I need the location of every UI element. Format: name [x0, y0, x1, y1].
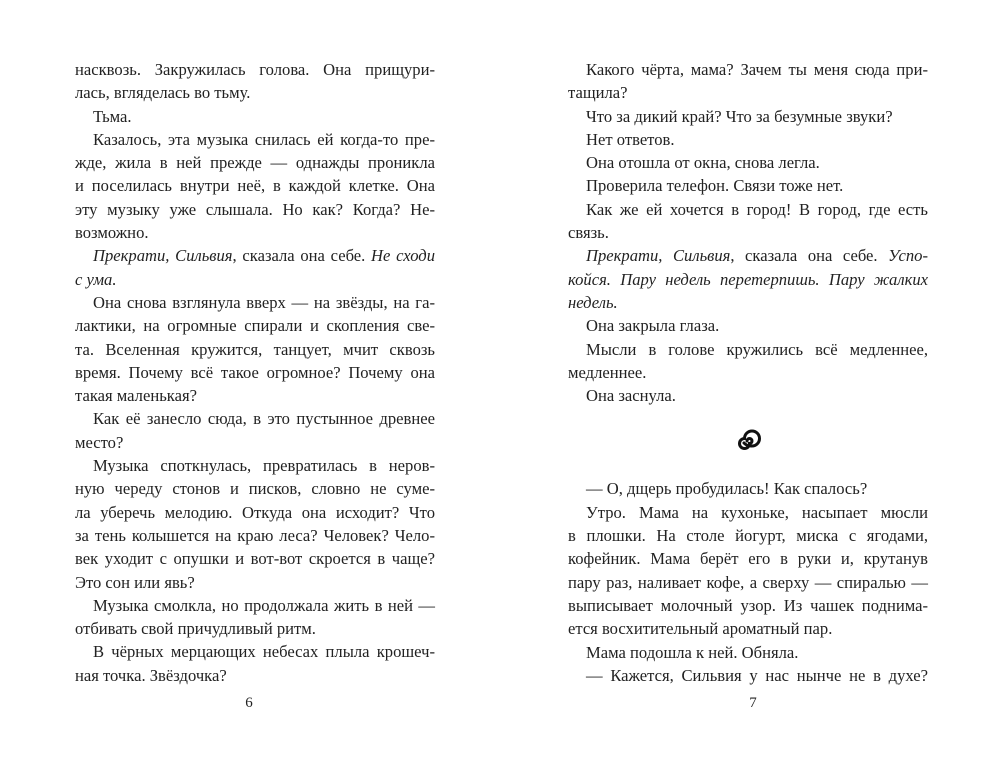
text-line: [568, 244, 928, 267]
text-line: [568, 594, 928, 617]
text-line: [568, 617, 928, 640]
text-segment: Мысли в голове кружились всё медленнее,: [586, 339, 928, 359]
text-line: [568, 128, 928, 151]
page-number-right: 7: [749, 695, 757, 711]
text-segment: Как же ей хочется в город! В город, где есть: [586, 199, 928, 219]
page-number-left: 6: [245, 695, 253, 711]
text-line: [568, 268, 928, 291]
text-line: [75, 594, 435, 617]
text-line: [75, 361, 435, 384]
text-segment: — О, дщерь пробудилась! Как спалось?: [586, 479, 868, 499]
text-segment: Она заснула.: [586, 386, 676, 406]
text-line: [75, 524, 435, 547]
text-line: [75, 571, 435, 594]
text-segment: выписывает молочный узор. Из чашек поднима-: [568, 595, 928, 615]
text-line: [75, 338, 435, 361]
text-segment: Тьма.: [93, 106, 132, 126]
text-segment: связь.: [568, 223, 609, 243]
text-line: [568, 338, 928, 361]
text-line: [75, 640, 435, 663]
text-line: [75, 431, 435, 454]
left-page: [75, 58, 435, 687]
text-line: [75, 174, 435, 197]
text-segment: Как её занесло сюда, в это пустынное древнее: [93, 409, 435, 429]
italic-segment: Успо-: [888, 246, 928, 266]
text-segment: Казалось, эта музыка снилась ей когда-то пре-: [93, 129, 435, 149]
italic-segment: Не сходи: [371, 246, 435, 266]
text-segment: век уходит с опушки и вот-вот скроется в чаще?: [75, 549, 435, 569]
text-line: [568, 81, 928, 104]
text-segment: кофейник. Мама берёт его в руки и, крутанув: [568, 549, 928, 569]
text-segment: та. Вселенная кружится, танцует, мчит сквозь: [75, 339, 435, 359]
text-line: [568, 174, 928, 197]
text-line: [75, 314, 435, 337]
text-line: [568, 571, 928, 594]
text-segment: возможно.: [75, 223, 149, 243]
text-segment: жде, жила в ней прежде — однажды проникла: [75, 153, 435, 173]
text-segment: ная точка. Звёздочка?: [75, 665, 227, 685]
text-segment: Нет ответов.: [586, 129, 675, 149]
text-segment: время. Почему всё такое огромное? Почему она: [75, 362, 435, 382]
text-line: [568, 384, 928, 407]
text-line: [75, 454, 435, 477]
text-line: [568, 664, 928, 687]
text-segment: Музыка смолкла, но продолжала жить в ней —: [93, 595, 435, 615]
spiral-ornament-icon: [733, 427, 761, 455]
text-segment: Утро. Мама на кухоньке, насыпает мюсли: [586, 502, 928, 522]
text-line: [75, 268, 435, 291]
italic-segment: с ума.: [75, 269, 117, 289]
text-segment: , сказала она себе.: [730, 246, 889, 266]
text-segment: пару раз, наливает кофе, а сверху — спиралью —: [568, 572, 928, 592]
text-segment: ную череду стонов и писков, словно не суме-: [75, 479, 435, 499]
text-line: [568, 58, 928, 81]
text-line: [75, 384, 435, 407]
text-line: [75, 105, 435, 128]
text-segment: эту музыку уже слышала. Но как? Когда? Не-: [75, 199, 435, 219]
text-line: [75, 501, 435, 524]
italic-segment: недель.: [568, 292, 618, 312]
text-line: [568, 105, 928, 128]
text-segment: Что за дикий край? Что за безумные звуки?: [586, 106, 893, 126]
text-segment: лась, вгляделась во тьму.: [75, 83, 251, 103]
text-segment: Какого чёрта, мама? Зачем ты меня сюда при-: [586, 60, 928, 79]
text-segment: , сказала она себе.: [232, 246, 372, 266]
text-line: [568, 361, 928, 384]
text-segment: в плошки. На столе йогурт, миска с ягодами,: [568, 526, 928, 546]
text-line: [568, 501, 928, 524]
text-segment: Она отошла от окна, снова легла.: [586, 153, 820, 173]
italic-segment: Прекрати, Сильвия: [93, 246, 233, 266]
text-line: [75, 151, 435, 174]
text-line: [568, 524, 928, 547]
text-line: [75, 291, 435, 314]
text-line: [568, 151, 928, 174]
text-line: [75, 58, 435, 81]
text-segment: Она снова взглянула вверх — на звёзды, на га-: [93, 292, 435, 312]
right-page-text-top: [568, 58, 928, 407]
text-line: [568, 477, 928, 500]
text-segment: отбивать свой причудливый ритм.: [75, 619, 316, 639]
text-segment: и поселилась внутри неё, в каждой клетке. Она: [75, 176, 435, 196]
text-segment: Она закрыла глаза.: [586, 316, 720, 336]
text-segment: ла уберечь мелодию. Откуда она исходит? Что: [75, 502, 435, 522]
text-line: [568, 314, 928, 337]
text-line: [75, 477, 435, 500]
text-line: [75, 547, 435, 570]
text-segment: лактики, на огромные спирали и скопления све-: [75, 316, 435, 336]
italic-segment: Прекрати, Сильвия: [586, 246, 731, 266]
text-segment: тащила?: [568, 83, 628, 103]
text-segment: насквозь. Закружилась голова. Она прищури-: [75, 60, 435, 79]
text-line: [568, 641, 928, 664]
text-line: [75, 244, 435, 267]
text-segment: медленнее.: [568, 362, 647, 382]
text-line: [75, 617, 435, 640]
text-line: [75, 128, 435, 151]
text-segment: В чёрных мерцающих небесах плыла крошеч-: [93, 642, 435, 662]
right-page: [568, 58, 928, 687]
text-segment: за тень колышется на краю леса? Человек? Чело-: [75, 525, 435, 545]
text-line: [568, 291, 928, 314]
text-segment: Мама подошла к ней. Обняла.: [586, 642, 799, 662]
left-page-text: [75, 58, 435, 687]
text-line: [75, 407, 435, 430]
text-line: [568, 198, 928, 221]
text-line: [75, 198, 435, 221]
italic-segment: койся. Пару недель перетерпишь. Пару жалких: [568, 269, 928, 289]
text-line: [75, 664, 435, 687]
text-segment: Проверила телефон. Связи тоже нет.: [586, 176, 844, 196]
text-segment: ется восхитительный ароматный пар.: [568, 619, 833, 639]
text-segment: место?: [75, 432, 124, 452]
text-segment: Это сон или явь?: [75, 572, 195, 592]
section-ornament: [568, 407, 928, 477]
text-segment: Музыка споткнулась, превратилась в неров-: [93, 456, 435, 476]
text-line: [75, 221, 435, 244]
text-segment: такая маленькая?: [75, 386, 197, 406]
text-line: [568, 547, 928, 570]
right-page-text-bottom: [568, 477, 928, 687]
text-line: [75, 81, 435, 104]
text-segment: — Кажется, Сильвия у нас нынче не в духе?: [586, 665, 928, 685]
text-line: [568, 221, 928, 244]
